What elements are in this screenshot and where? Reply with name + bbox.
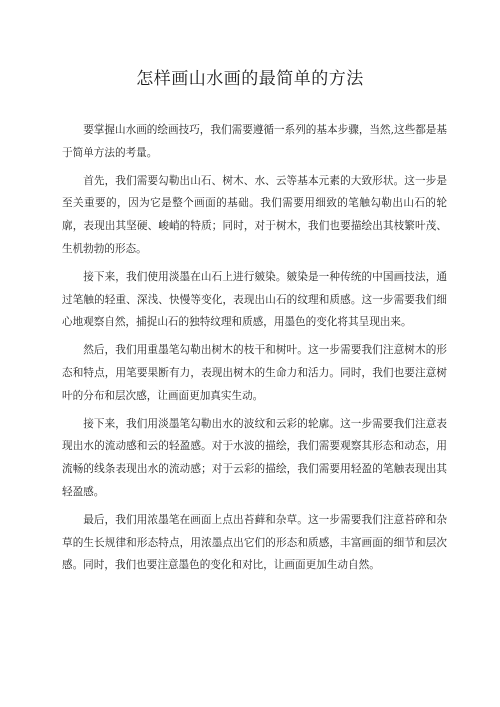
paragraph-step-water-clouds: 接下来，我们用淡墨笔勾勒出水的波纹和云彩的轮廓。这一步需要我们注意表现出水的流动感和云的轻盈感。对于水波的描绘，我们需要观察其形态和动态，用流畅的线条表现出水的流动感；对于云彩的描绘，我们需要用轻盈的笔触表现出其轻盈感。 [62, 417, 447, 498]
document-body [62, 119, 447, 582]
document-title: 怎样画山水画的最简单的方法 [136, 69, 364, 89]
paragraph-step-moss: 最后，我们用浓墨笔在画面上点出苔藓和杂草。这一步需要我们注意苔碎和杂草的生长规律和形态特点，用浓墨点出它们的形态和质感，丰富画面的细节和层次感。同时，我们也要注意墨色的变化和对比，让画面更加生动自然。 [62, 513, 447, 572]
paragraph-step-trees: 然后，我们用重墨笔勾勒出树木的枝干和树叶。这一步需要我们注意树木的形态和特点，用笔要果断有力，表现出树木的生命力和活力。同时，我们也要注意树叶的分布和层次感，让画面更加真实生动。 [62, 344, 447, 402]
paragraph-step-shading: 接下来，我们使用淡墨在山石上进行皴染。皴染是一种传统的中国画技法，通过笔触的轻重、深浅、快慢等变化，表现出山石的纹理和质感。这一步需要我们细心地观察自然，捕捉山石的独特纹理和质感，用墨色的变化将其呈现出来。 [62, 270, 447, 329]
paragraph-intro: 要掌握山水画的绘画技巧，我们需要遵循一系列的基本步骤，当然,这些都是基于简单方法的考量。 [62, 124, 447, 159]
paragraph-step-outline: 首先，我们需要勾勒出山石、树木、水、云等基本元素的大致形状。这一步是至关重要的，因为它是整个画面的基础。我们需要用细致的笔触勾勒出山石的轮廓，表现出其坚硬、峻峭的特质；同时，对于树木，我们也要描绘出其枝繁叶茂、生机勃勃的形态。 [62, 174, 447, 255]
